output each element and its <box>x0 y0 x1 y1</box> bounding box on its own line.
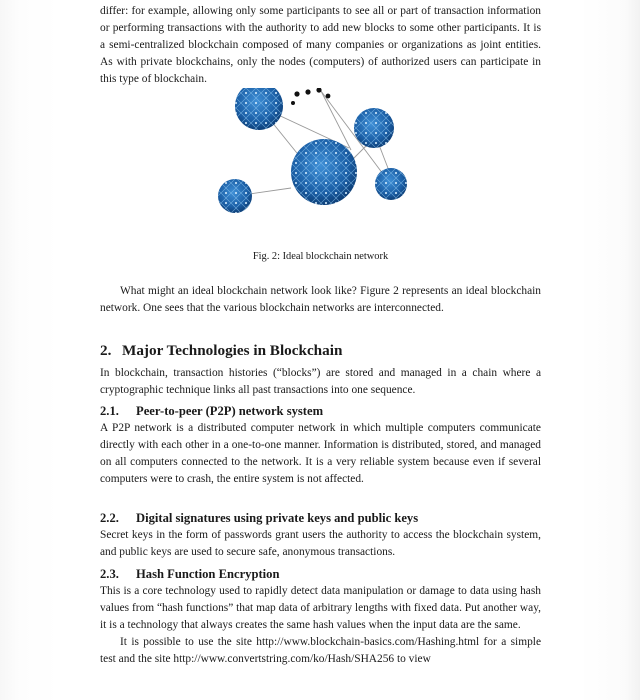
section-2-3-body: This is a core technology used to rapidly detect data manipulation or damage to data using hash values from “hash functions” that map data of arbitrary lengths with fixed data. Put another way, it is a technology that always creates the same hash values when the input data are the same. <box>100 585 541 631</box>
top-paragraph-block <box>100 3 541 88</box>
section-2-heading <box>100 341 541 361</box>
section-2-1-heading <box>100 402 541 420</box>
network-node-right-bottom <box>375 168 407 200</box>
section-2-1 <box>100 402 541 488</box>
network-node-top-left <box>235 88 283 130</box>
section-2-title: Major Technologies in Blockchain <box>122 342 343 359</box>
section-2-3-heading <box>100 565 541 583</box>
top-paragraph: differ: for example, allowing only some participants to see all or part of transaction information or performing transactions with the authority to add new blocks to some other participants. It is a semi-centralized blockchain composed of many companies or organizations as joint entities. As with private blockchains, only the nodes (computers) of authorized users can participate in this type of blockchain. <box>100 5 541 85</box>
section-2-3-body-continued: It is possible to use the site http://www.blockchain-basics.com/Hashing.html for a simple test and the site http://www.convertstring.com/ko/Hash/SHA256 to view <box>100 636 541 665</box>
figure-caption: Fig. 2: Ideal blockchain network <box>252 251 389 262</box>
intro-block <box>100 283 541 317</box>
section-2-2-body: Secret keys in the form of passwords grant users the authority to access the blockchain system, and public keys are used to secure safe, anonymous transactions. <box>100 529 541 558</box>
section-2-2 <box>100 509 541 561</box>
network-node-right-top <box>354 108 394 148</box>
section-2-2-number: 2.2. <box>100 511 119 525</box>
section-2-body: In blockchain, transaction histories (“blocks”) are stored and managed in a chain where a cryptographic technique links all past transactions into one sequence. <box>100 367 541 396</box>
section-2-3 <box>100 565 541 668</box>
section-2-1-number: 2.1. <box>100 404 119 418</box>
section-2-3-title: Hash Function Encryption <box>136 567 280 581</box>
section-2-2-title: Digital signatures using private keys and public keys <box>136 511 419 525</box>
network-node-left <box>218 179 252 213</box>
section-2 <box>100 341 541 399</box>
small-nodes <box>291 88 330 105</box>
section-2-number: 2. <box>100 342 112 359</box>
section-2-1-body: A P2P network is a distributed computer network in which multiple computers communicate directly with each other in a one-to-one manner. Information is distributed, stored, and managed on all computers connected to the network. It is a very reliable system because even if several computers were to crash, the entire system is not affected. <box>100 422 541 485</box>
blockchain-network-illustration <box>211 88 431 228</box>
figure-blockchain-network <box>100 88 541 228</box>
section-2-2-heading <box>100 509 541 527</box>
network-node-center <box>291 139 357 205</box>
intro-paragraph: What might an ideal blockchain network look like? Figure 2 represents an ideal blockchain network. One sees that the various blockchain networks are interconnected. <box>100 285 541 314</box>
section-2-1-title: Peer-to-peer (P2P) network system <box>136 404 324 418</box>
section-2-3-number: 2.3. <box>100 567 119 581</box>
